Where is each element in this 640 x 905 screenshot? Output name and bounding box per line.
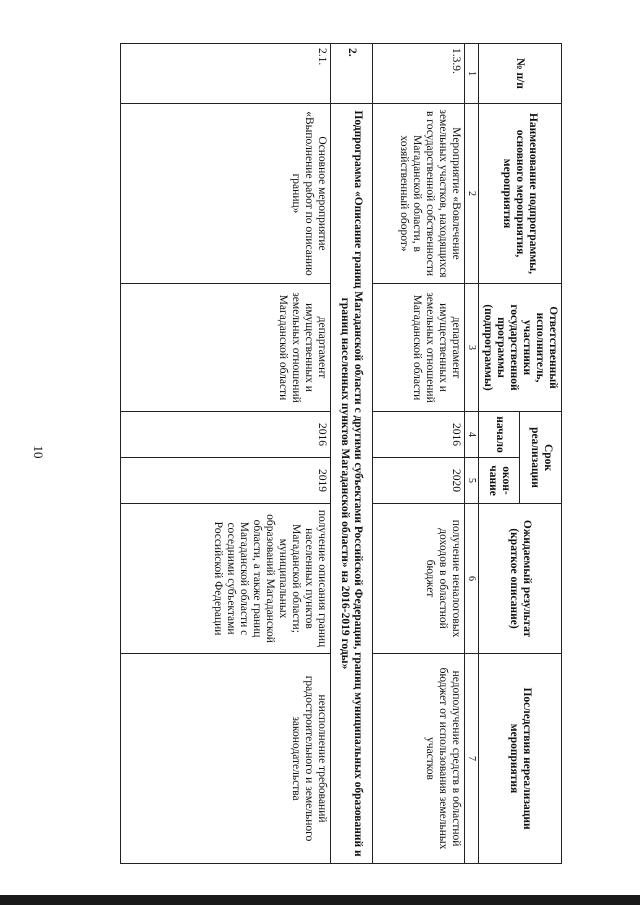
row-end: 2019 <box>121 458 331 504</box>
header-num: № п/п <box>479 44 562 104</box>
row-name: Мероприятие «Вовлечение земельных участков, находящихся в государственной собственности Магаданской области, в хозяйственный оборот» <box>373 104 465 284</box>
row-start: 2016 <box>121 412 331 458</box>
row-result: получение неналоговых доходов в областной бюджет <box>373 504 465 654</box>
header-name: Наименование подпрограммы, основного мероприятия, мероприятия <box>479 104 562 284</box>
row-num: 2.1. <box>121 44 331 104</box>
subprogram-num: 2. <box>331 44 373 104</box>
row-num: 1.3.9. <box>373 44 465 104</box>
header-start: начало <box>479 412 521 458</box>
header-row <box>520 44 562 864</box>
row-executor: департамент имущественных и земельных отношений Магаданской области <box>121 284 331 412</box>
column-number: 3 <box>465 284 479 412</box>
column-number: 4 <box>465 412 479 458</box>
column-number: 6 <box>465 504 479 654</box>
column-number: 2 <box>465 104 479 284</box>
table-row <box>121 44 331 864</box>
measures-table <box>120 43 562 864</box>
header-end: окон-чание <box>479 458 521 504</box>
column-number: 7 <box>465 654 479 864</box>
row-executor: департамент имущественных и земельных отношений Магаданской области <box>373 284 465 412</box>
row-consequences: неисполнение требований градостроительного и земельного законодательства <box>121 654 331 864</box>
scan-edge-bar <box>0 895 640 905</box>
header-period: Срок реализации <box>520 412 562 504</box>
row-consequences: недополучение средств в областной бюджет от использования земельных участков <box>373 654 465 864</box>
row-start: 2016 <box>373 412 465 458</box>
column-number: 1 <box>465 44 479 104</box>
header-executor: Ответственный исполнитель, участники государственной программы (подпрограммы) <box>479 284 562 412</box>
subprogram-title: Подпрограмма «Описание границ Магаданской области с другими субъектами Российской Федерации, границ муниципальных образований и границ населенных пунктов Магаданской области» на 2016-2019 годы» <box>331 104 373 864</box>
header-result: Ожидаемый результат (краткое описание) <box>479 504 562 654</box>
row-result: получение описания границ населенных пунктов Магаданской области; муниципальных образований Магаданской области, а также границ Магаданской области с соседними субъектами Российской Федерации <box>121 504 331 654</box>
header-consequences: Последствия нереализации мероприятия <box>479 654 562 864</box>
column-number-row <box>465 44 479 864</box>
row-name: Основное мероприятие «Выполнение работ по описанию границ» <box>121 104 331 284</box>
table-row <box>373 44 465 864</box>
rotated-table-container <box>70 43 562 863</box>
subprogram-row <box>331 44 373 864</box>
page-number: 10 <box>31 445 46 459</box>
column-number: 5 <box>465 458 479 504</box>
row-end: 2020 <box>373 458 465 504</box>
